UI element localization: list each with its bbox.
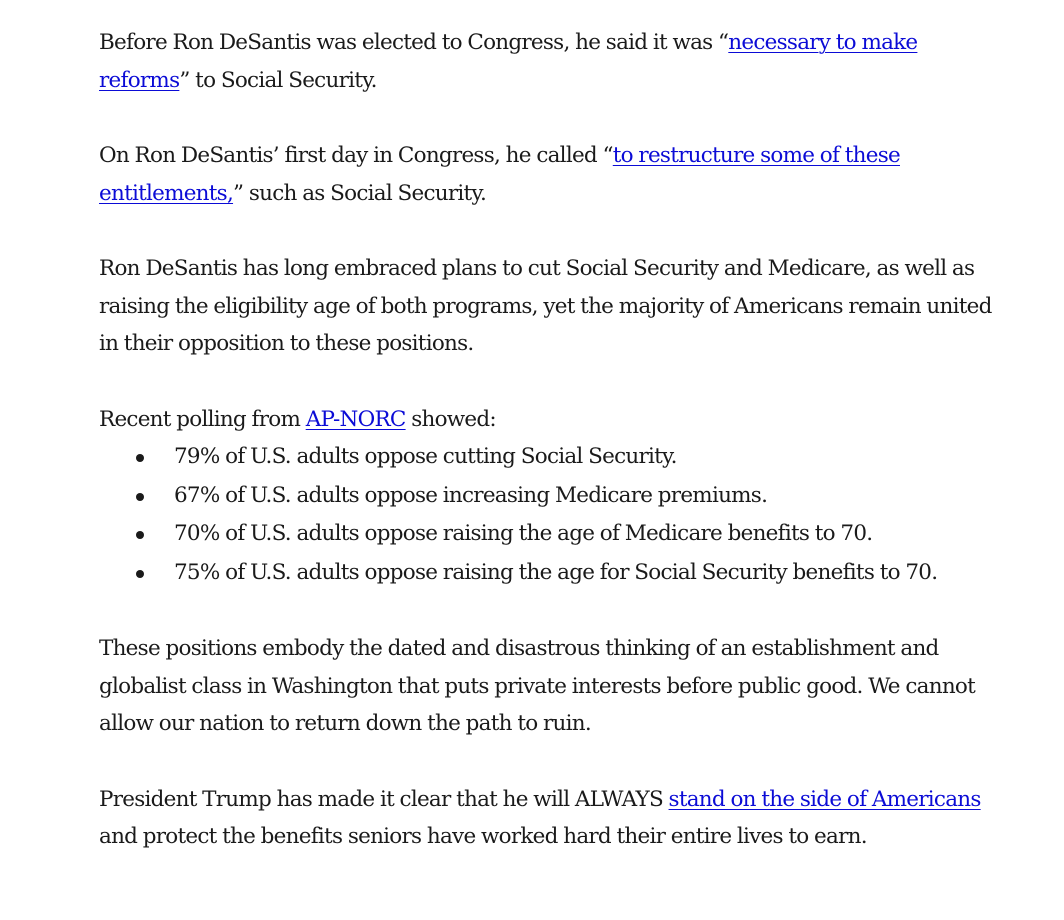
- paragraph-spacer: [99, 99, 999, 137]
- list-item: [99, 554, 999, 593]
- paragraph-text: ” such as Social Security.: [233, 180, 487, 206]
- list-item-text: 75% of U.S. adults oppose raising the age for Social Security benefits to 70.: [174, 559, 938, 585]
- polling-bullet-list: [99, 438, 999, 592]
- list-item-text: 70% of U.S. adults oppose raising the age of Medicare benefits to 70.: [174, 521, 873, 546]
- link-necessary-to-make-reforms[interactable]: necessary to make reforms: [99, 30, 918, 93]
- bullet-icon: [136, 454, 144, 462]
- paragraph-spacer: [99, 743, 999, 781]
- paragraph-spacer: [99, 363, 999, 401]
- bullet-icon: [136, 493, 144, 501]
- paragraph-text: Recent polling from: [99, 406, 306, 432]
- bullet-icon: [136, 531, 144, 539]
- paragraph-first-day-congress: [99, 137, 999, 212]
- list-item-text: 79% of U.S. adults oppose cutting Social Security.: [174, 444, 677, 469]
- paragraph-text: Before Ron DeSantis was elected to Congress, he said it was “: [99, 30, 729, 55]
- bullet-icon: [136, 570, 144, 578]
- paragraph-text: On Ron DeSantis’ first day in Congress, he called “: [99, 143, 613, 168]
- list-item: [99, 515, 999, 554]
- list-item-text: 67% of U.S. adults oppose increasing Medicare premiums.: [174, 482, 768, 508]
- list-item: [99, 438, 999, 477]
- paragraph-desantis-before-congress: [99, 24, 999, 99]
- link-restructure-entitlements[interactable]: to restructure some of these entitlements,: [99, 143, 900, 206]
- paragraph-text: President Trump has made it clear that he will ALWAYS: [99, 786, 669, 812]
- paragraph-plans-to-cut: Ron DeSantis has long embraced plans to cut Social Security and Medicare, as well as raising the eligibility age of both programs, yet the majority of Americans remain united in their opposition to these positions.: [99, 256, 992, 356]
- paragraph-text: showed:: [405, 406, 496, 432]
- link-ap-norc[interactable]: AP-NORC: [305, 406, 406, 432]
- link-stand-on-side-of-americans[interactable]: stand on the side of Americans: [668, 786, 981, 812]
- paragraph-spacer: [99, 212, 999, 250]
- list-item: [99, 477, 999, 516]
- paragraph-text: ” to Social Security.: [179, 67, 377, 93]
- document-body: [99, 24, 999, 856]
- paragraph-spacer: [99, 592, 999, 630]
- paragraph-dated-thinking: These positions embody the dated and disastrous thinking of an establishment and globalist class in Washington that puts private interests before public good. We cannot allow our nation to return down the path to ruin.: [99, 636, 975, 736]
- paragraph-text: and protect the benefits seniors have worked hard their entire lives to earn.: [99, 824, 867, 849]
- paragraph-president-trump: [99, 781, 999, 856]
- paragraph-recent-polling: [99, 401, 999, 439]
